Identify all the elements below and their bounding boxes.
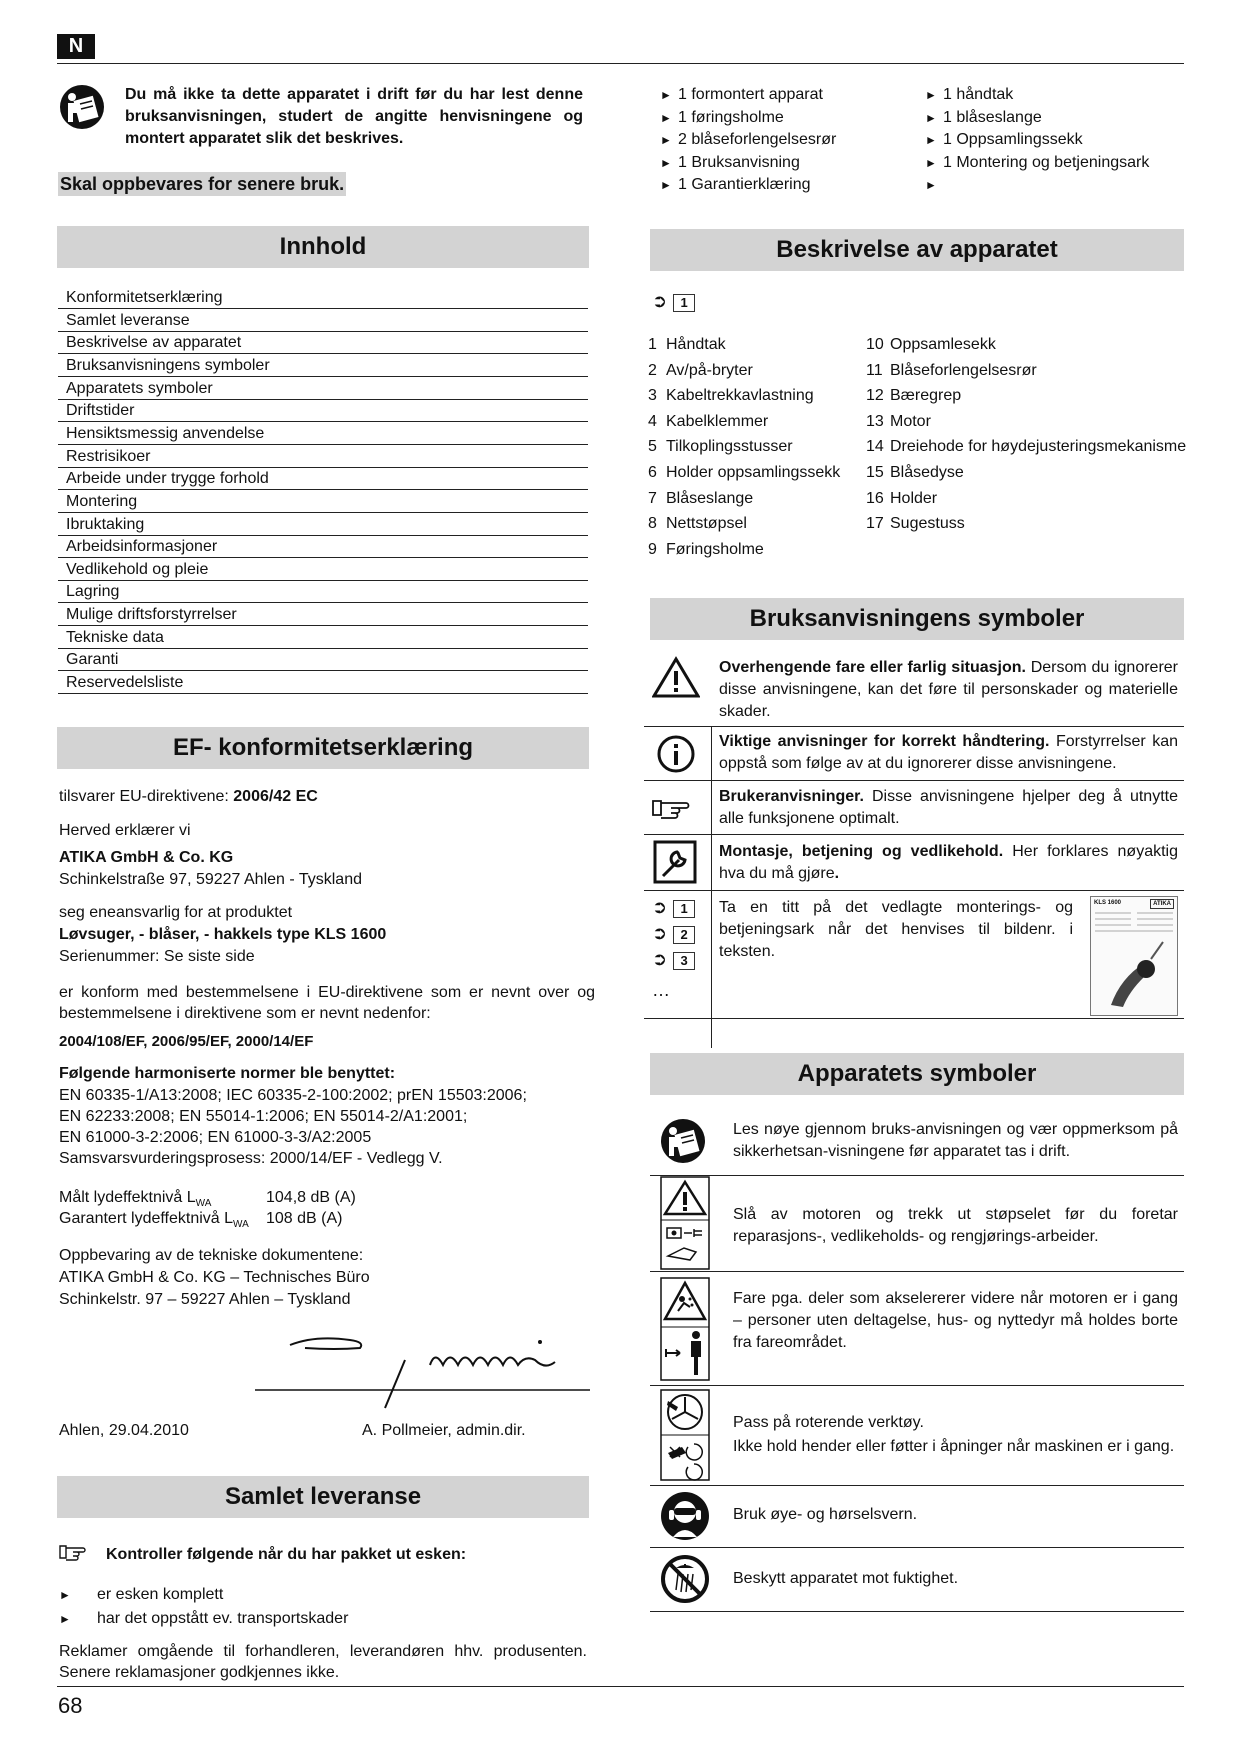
ellipsis: … — [652, 980, 670, 1000]
contents-item: Beskrivelse av apparatet — [58, 332, 588, 354]
list-item: ► 1 blåseslange — [925, 108, 1042, 126]
keep-for-later: Skal oppbevares for senere bruk. — [60, 174, 345, 194]
contents-item: Tekniske data — [58, 627, 588, 649]
contents-item: Arbeide under trygge forhold — [58, 468, 588, 490]
norms-line: EN 60335-1/A13:2008; IEC 60335-2-100:2002; prEN 15503:2006; — [59, 1087, 527, 1104]
figure-text: Ta en titt på det vedlagte monterings- og betjeningsark når det henvises til bildenr. i teksten. — [719, 899, 1073, 960]
top-rule — [57, 63, 1184, 64]
manual-symbols-heading: Bruksanvisningens symboler — [650, 598, 1184, 640]
measured-value: 104,8 dB (A) — [266, 1189, 356, 1206]
contents-item: Hensiktsmessig anvendelse — [58, 423, 588, 445]
part-item: 12 Bæregrep — [866, 387, 962, 405]
delivery-list-col2 — [925, 84, 1149, 197]
device-symbol-text: Bruk øye- og hørselsvern. — [733, 1506, 918, 1523]
device-symbol-text: Beskytt apparatet mot fuktighet. — [733, 1570, 959, 1587]
part-item: 13 Motor — [866, 412, 931, 430]
complaint-text: Reklamer omgående til forhandleren, leverandøren hhv. produsenten. Senere reklamasjoner godkjennes ikke. — [59, 1643, 587, 1681]
figure-ref-3: ➲ 3 — [652, 946, 695, 972]
contents-item: Bruksanvisningens symboler — [58, 355, 588, 377]
device-symbol-text: Pass på roterende verktøy. — [733, 1414, 924, 1431]
part-item: 7 Blåseslange — [648, 489, 754, 507]
part-item: 16 Holder — [866, 489, 938, 507]
list-item: ► — [925, 178, 937, 192]
arrow-icon: ➲ — [652, 291, 668, 311]
part-item: 1 Håndtak — [648, 336, 726, 353]
contents-item: Restrisikoer — [58, 446, 588, 468]
delivery-list-col1 — [660, 84, 836, 197]
part-item: 14 Dreiehode for høydejusteringsmekanisme — [866, 438, 1187, 456]
list-item: ► 1 føringsholme — [660, 108, 784, 126]
norms-title: Følgende harmoniserte normer ble benyttet: — [59, 1065, 396, 1082]
language-badge: N — [57, 34, 95, 59]
device-symbols-heading: Apparatets symboler — [650, 1053, 1184, 1095]
measured-label: Målt lydeffektnivå $L_{WA}$ — [59, 1189, 212, 1210]
part-item: 10 Oppsamlesekk — [866, 336, 996, 353]
unplug-warning-icon — [660, 1176, 710, 1277]
warning-text: Du må ikke ta dette apparatet i drift før du har lest denne bruksanvisningen, studert de angitte henvisningene og montert apparatet slik det beskrives. — [125, 86, 583, 147]
herved-text: Herved erklærer vi — [59, 822, 191, 839]
delivery-checklist — [59, 1583, 348, 1631]
contents-item: Garanti — [58, 649, 588, 671]
contents-item: Mulige driftsforstyrrelser — [58, 604, 588, 626]
info-text: Viktige anvisninger for korrekt håndtering. Forstyrrelser kan oppstå som følge av at du ignorerer disse anvisningene. — [719, 733, 1178, 772]
device-symbol-text: Fare pga. deler som akselererer videre når motoren er i gang – personer uten deltagelse, hus- og nyttedyr må holdes borte fra fareområdet. — [733, 1290, 1178, 1351]
arrow-icon: ➲ — [652, 949, 668, 969]
norms-line: Samsvarsvurderingsprosess: 2000/14/EF - Vedlegg V. — [59, 1150, 443, 1167]
eye-ear-protection-icon — [660, 1491, 710, 1548]
read-manual-icon — [59, 84, 105, 130]
delivery-check: Kontroller følgende når du har pakket ut esken: — [106, 1546, 467, 1563]
part-item: 5 Tilkoplingsstusser — [648, 438, 793, 456]
contents-item: Driftstider — [58, 400, 588, 422]
list-item: ► 1 Montering og betjeningsark — [925, 153, 1150, 171]
list-item: ► 1 Garantierklæring — [660, 176, 811, 193]
arrow-icon: ➲ — [652, 897, 668, 917]
user-text: Brukeranvisninger. Disse anvisningene hjelper deg å utnytte alle funksjonene optimalt. — [719, 788, 1178, 827]
norms-line: EN 62233:2008; EN 55014-1:2006; EN 55014-2/A1:2001; — [59, 1108, 468, 1125]
norms-line: EN 61000-3-2:2006; EN 61000-3-3/A2:2005 — [59, 1129, 372, 1146]
no-moisture-icon — [660, 1554, 710, 1611]
contents-item: Samlet leveranse — [58, 310, 588, 332]
serial-text: Serienummer: Se siste side — [59, 948, 255, 965]
bottom-rule — [57, 1686, 1184, 1687]
directive-line: tilsvarer EU-direktivene: 2006/42 EC — [59, 788, 318, 805]
description-heading: Beskrivelse av apparatet — [650, 229, 1184, 271]
parts-list-left — [648, 332, 840, 562]
pointing-hand-icon — [59, 1542, 89, 1562]
list-item: ► er esken komplett — [59, 1586, 224, 1603]
danger-text: Overhengende fare eller farlig situasjon. Dersom du ignorerer disse anvisningene, kan det føre til personskader og materielle skader. — [719, 659, 1179, 720]
arrow-icon: ➲ — [652, 923, 668, 943]
part-item: 8 Nettstøpsel — [648, 515, 747, 533]
product-name: Løvsuger, - blåser, - hakkels type KLS 1600 — [59, 926, 387, 943]
contents-item: Konformitetserklæring — [58, 287, 588, 309]
place-date: Ahlen, 29.04.2010 — [59, 1422, 189, 1439]
pointing-hand-icon — [652, 796, 696, 827]
figure-ref-2: ➲ 2 — [652, 920, 695, 946]
guaranteed-value: 108 dB (A) — [266, 1210, 343, 1227]
signer-name: A. Pollmeier, admin.dir. — [362, 1422, 526, 1439]
part-item: 4 Kabelklemmer — [648, 412, 769, 430]
delivery-heading: Samlet leveranse — [57, 1476, 589, 1518]
contents-item: Arbeidsinformasjoner — [58, 536, 588, 558]
list-item: ► har det oppstått ev. transportskader — [59, 1610, 349, 1627]
part-item: 15 Blåsedyse — [866, 463, 964, 481]
list-item: ► 1 Oppsamlingssekk — [925, 131, 1083, 148]
part-item: 11 Blåseforlengelsesrør — [866, 361, 1037, 379]
rotating-tool-icon — [660, 1389, 710, 1488]
contents-item: Apparatets symboler — [58, 378, 588, 400]
device-symbol-text: Ikke hold hender eller føtter i åpninger når maskinen er i gang. — [733, 1438, 1175, 1455]
list-item: ► 2 blåseforlengelsesrør — [660, 131, 837, 148]
figure-ref-1: ➲ 1 — [652, 894, 695, 920]
conformity-heading: EF- konformitetserklæring — [57, 727, 589, 769]
company-address: Schinkelstraße 97, 59227 Ahlen - Tyskland — [59, 871, 362, 888]
contents-item: Montering — [58, 491, 588, 513]
page-number: 68 — [58, 1693, 83, 1718]
wrench-icon — [653, 840, 697, 891]
parts-list-right — [866, 332, 1186, 537]
info-icon — [656, 734, 696, 781]
contents-item: Reservedelsliste — [58, 672, 588, 694]
list-item: ► 1 formontert apparat — [660, 86, 823, 103]
assembly-sheet-thumbnail: KLS 1600 ATIKA — [1090, 896, 1178, 1016]
part-item: 2 Av/på-bryter — [648, 361, 753, 379]
storage-line: Schinkelstr. 97 – 59227 Ahlen – Tyskland — [59, 1291, 351, 1308]
thrown-objects-warning-icon — [660, 1277, 710, 1388]
device-symbol-text: Les nøye gjennom bruks-anvisningen og vær oppmerksom på sikkerhetsan-visningene før apparatet tas i drift. — [733, 1121, 1178, 1160]
part-item: 3 Kabeltrekkavlastning — [648, 387, 814, 405]
responsible-text: seg eneansvarlig for at produktet — [59, 904, 293, 921]
contents-item: Vedlikehold og pleie — [58, 559, 588, 581]
read-manual-icon — [660, 1118, 706, 1171]
contents-item: Ibruktaking — [58, 514, 588, 536]
contents-heading: Innhold — [57, 226, 589, 268]
storage-title: Oppbevaring av de tekniske dokumentene: — [59, 1247, 364, 1264]
contents-item: Lagring — [58, 581, 588, 603]
signature — [255, 1320, 595, 1410]
list-item: ► 1 håndtak — [925, 86, 1014, 103]
part-item: 9 Føringsholme — [648, 540, 764, 558]
directives-list: 2004/108/EF, 2006/95/EF, 2000/14/EF — [59, 1033, 314, 1050]
warning-triangle-icon — [652, 656, 700, 705]
guaranteed-label: Garantert lydeffektnivå $L_{WA}$ — [59, 1210, 249, 1231]
conform-text: er konform med bestemmelsene i EU-direktivene som er nevnt over og bestemmelsene i direktivene som er nevnt nedenfor: — [59, 984, 595, 1022]
company-name: ATIKA GmbH & Co. KG — [59, 849, 234, 866]
list-item: ► 1 Bruksanvisning — [660, 153, 800, 171]
part-item: 6 Holder oppsamlingssekk — [648, 463, 841, 481]
storage-line: ATIKA GmbH & Co. KG – Technisches Büro — [59, 1269, 370, 1286]
figure-reference: ➲ 1 — [652, 288, 695, 314]
part-item: 17 Sugestuss — [866, 515, 965, 533]
device-symbol-text: Slå av motoren og trekk ut støpselet før du foretar reparasjons-, vedlikeholds- og rengjørings-arbeider. — [733, 1206, 1178, 1245]
mount-text: Montasje, betjening og vedlikehold. Her forklares nøyaktig hva du må gjøre. — [719, 843, 1179, 882]
